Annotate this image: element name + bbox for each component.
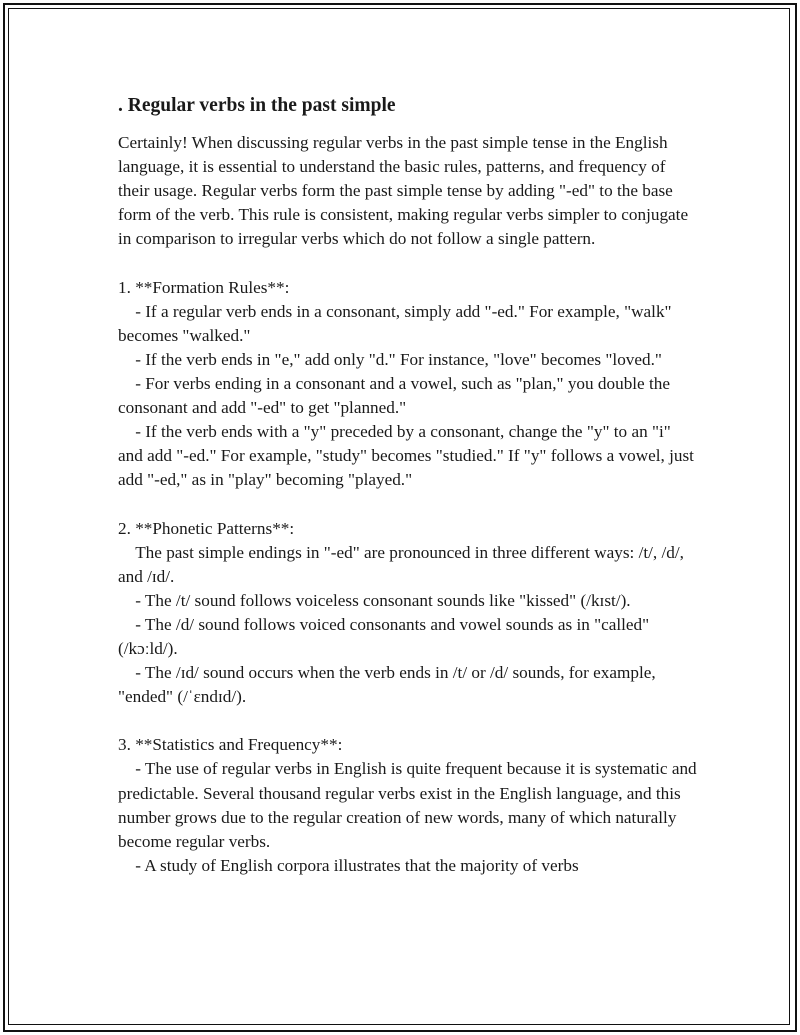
section-heading-phonetic: 2. **Phonetic Patterns**: (118, 518, 295, 538)
phonetic-item: - The /d/ sound follows voiced consonants and vowel sounds as in "called" (/kɔːld/). (118, 614, 654, 658)
phonetic-item: - The /ɪd/ sound occurs when the verb ends in /t/ or /d/ sounds, for example, "ended" (/ˈɛndɪd/). (118, 663, 660, 707)
paragraph-gap (118, 492, 698, 516)
section-heading-formation: 1. **Formation Rules**: (118, 277, 290, 297)
intro-paragraph: Certainly! When discussing regular verbs in the past simple tense in the English language, it is essential to understand the basic rules, patterns, and frequency of their usage. Regular verbs form the past simple tense by adding "-ed" to the base form of the verb. This rule is consistent, making regular verbs simpler to conjugate in comparison to irregular verbs which do not follow a single pattern. (118, 133, 693, 249)
formation-item: - For verbs ending in a consonant and a vowel, such as "plan," you double the consonant and add "-ed" to get "planned." (118, 373, 675, 418)
formation-item: - If the verb ends with a "y" preceded by a consonant, change the "y" to an "i" and add "-ed." For example, "study" becomes "studied." If "y" follows a vowel, just add "-ed," as in "play" becoming "played." (118, 422, 699, 490)
section-heading-statistics: 3. **Statistics and Frequency**: (118, 735, 343, 755)
phonetic-intro: The past simple endings in "-ed" are pronounced in three different ways: /t/, /d/, and /ɪd/. (118, 542, 689, 586)
document-title: . Regular verbs in the past simple (118, 95, 396, 116)
paragraph-gap (118, 251, 698, 275)
statistics-item: - The use of regular verbs in English is quite frequent because it is systematic and predictable. Several thousand regular verbs exist in the English language, and this number grows due to the regular creation of new words, many of which naturally become regular verbs. (118, 759, 701, 851)
formation-item: - If the verb ends in "e," add only "d." For instance, "love" becomes "loved." (118, 349, 662, 369)
formation-item: - If a regular verb ends in a consonant, simply add "-ed." For example, "walk" becomes "walked." (118, 301, 676, 345)
paragraph-gap (118, 709, 698, 733)
phonetic-item: - The /t/ sound follows voiceless consonant sounds like "kissed" (/kɪst/). (118, 590, 631, 610)
statistics-item: - A study of English corpora illustrates that the majority of verbs (118, 855, 579, 875)
document-body (118, 93, 701, 878)
